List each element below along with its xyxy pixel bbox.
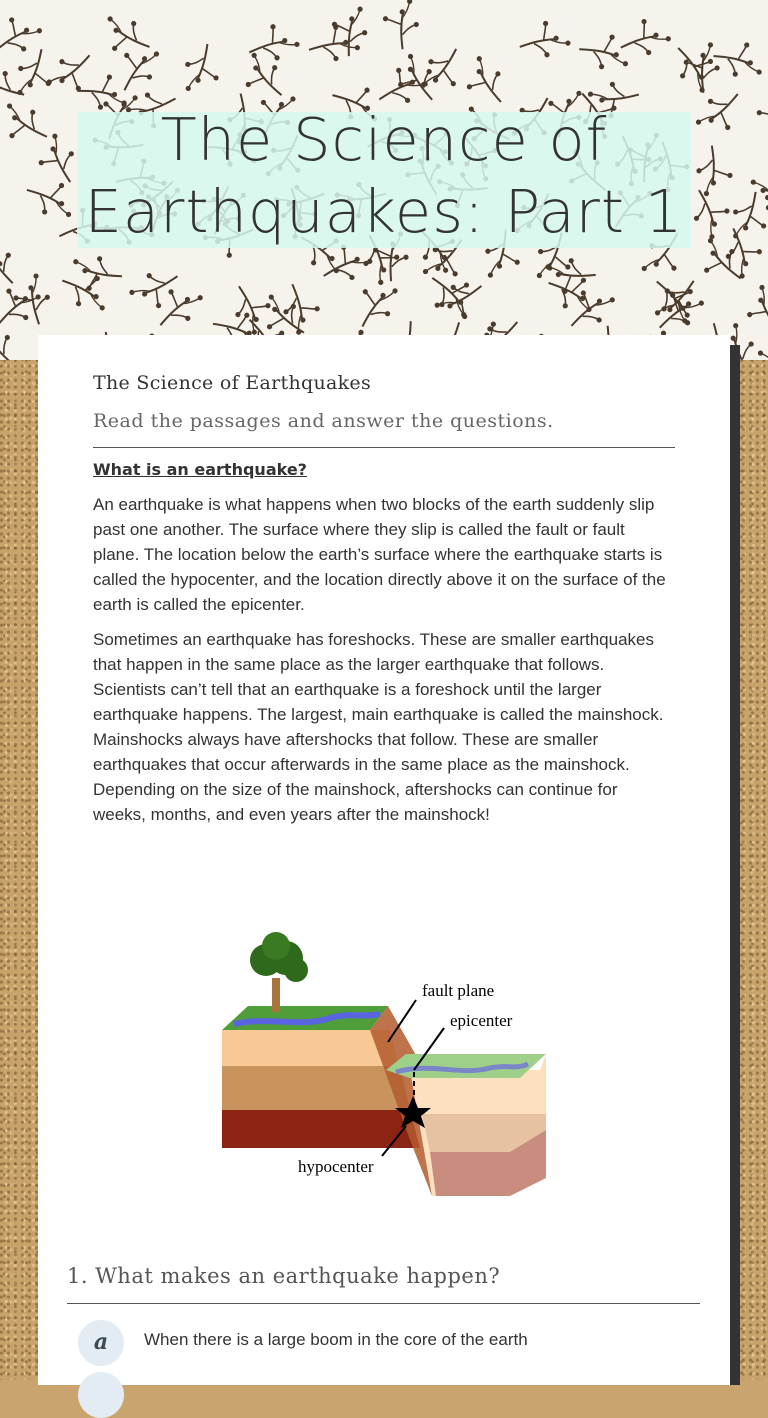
label-epicenter: epicenter	[450, 1011, 513, 1030]
branch-decoration	[758, 347, 768, 360]
tree-trunk	[272, 978, 280, 1012]
branch-decoration	[24, 179, 74, 217]
question-divider	[67, 1303, 700, 1304]
branch-decoration	[680, 42, 725, 96]
branch-decoration	[58, 270, 110, 311]
branch-decoration	[304, 19, 361, 70]
earthquake-diagram	[210, 930, 560, 1205]
branch-decoration	[458, 55, 515, 110]
label-fault-plane: fault plane	[422, 981, 495, 1000]
section-subtitle: Read the passages and answer the questions.	[93, 410, 554, 432]
branch-decoration	[665, 39, 722, 93]
option-b-badge[interactable]	[78, 1372, 124, 1418]
branch-decoration	[0, 238, 26, 292]
branch-decoration	[243, 18, 300, 72]
branch-decoration	[73, 254, 123, 293]
branch-decoration	[8, 273, 59, 330]
branch-decoration	[185, 44, 219, 91]
branch-decoration	[615, 12, 672, 66]
branch-decoration	[739, 284, 768, 340]
branch-decoration	[713, 41, 762, 78]
option-a-text[interactable]: When there is a large boom in the core of the earth	[144, 1330, 528, 1349]
page-title: The Science of Earthquakes: Part 1	[84, 105, 684, 246]
branch-decoration	[733, 192, 766, 239]
section-title: The Science of Earthquakes	[93, 372, 372, 394]
left-block-bottom-layer	[222, 1110, 420, 1148]
branch-decoration	[515, 15, 572, 67]
branch-decoration	[352, 279, 398, 334]
label-hypocenter: hypocenter	[298, 1157, 374, 1176]
branch-decoration	[0, 9, 43, 66]
branch-decoration	[0, 321, 26, 360]
branch-decoration	[102, 16, 154, 57]
passage-paragraph: An earthquake is what happens when two blocks of the earth suddenly slip past one another. The surface where they slip is called the fault or fault plane. The location below the earth’s surface where the earthquake starts is called the hypocenter, and the location directly above it on the surface of the earth is called the epicenter.	[93, 495, 666, 614]
branch-decoration	[433, 271, 489, 328]
paper-shadow	[730, 345, 740, 1385]
branch-decoration	[114, 43, 159, 97]
branch-decoration	[273, 279, 326, 336]
option-a-badge[interactable]: a	[78, 1320, 124, 1366]
branch-decoration	[690, 142, 736, 197]
branch-decoration	[0, 279, 42, 336]
passage-paragraph: Sometimes an earthquake has foreshocks. These are smaller earthquakes that happen in the same place as the larger earthquake that follows. Scientists can’t tell that an earthquake is a foreshock until the larger earthquake happens. The largest, main earthquake is called the mainshock. Mainshocks always have aftershocks that follow. These are smaller earthquakes that occur afterwards in the same place as the mainshock. Depending on the size of the mainshock, aftershocks can continue for weeks, months, and even years after the mainshock!	[93, 630, 664, 824]
branch-decoration	[380, 0, 425, 52]
branch-decoration	[0, 70, 25, 106]
branch-decoration	[17, 48, 52, 96]
passage-heading: What is an earthquake?	[93, 460, 307, 479]
question-1: 1. What makes an earthquake happen?	[67, 1264, 501, 1288]
branch-decoration	[0, 136, 4, 193]
branch-decoration	[236, 52, 293, 104]
branch-decoration	[751, 88, 768, 144]
divider	[93, 447, 675, 448]
left-block-mid-layer	[222, 1066, 410, 1110]
branch-decoration	[715, 222, 768, 279]
branch-decoration	[0, 103, 53, 147]
branch-decoration	[420, 42, 466, 97]
branch-decoration	[578, 33, 628, 72]
